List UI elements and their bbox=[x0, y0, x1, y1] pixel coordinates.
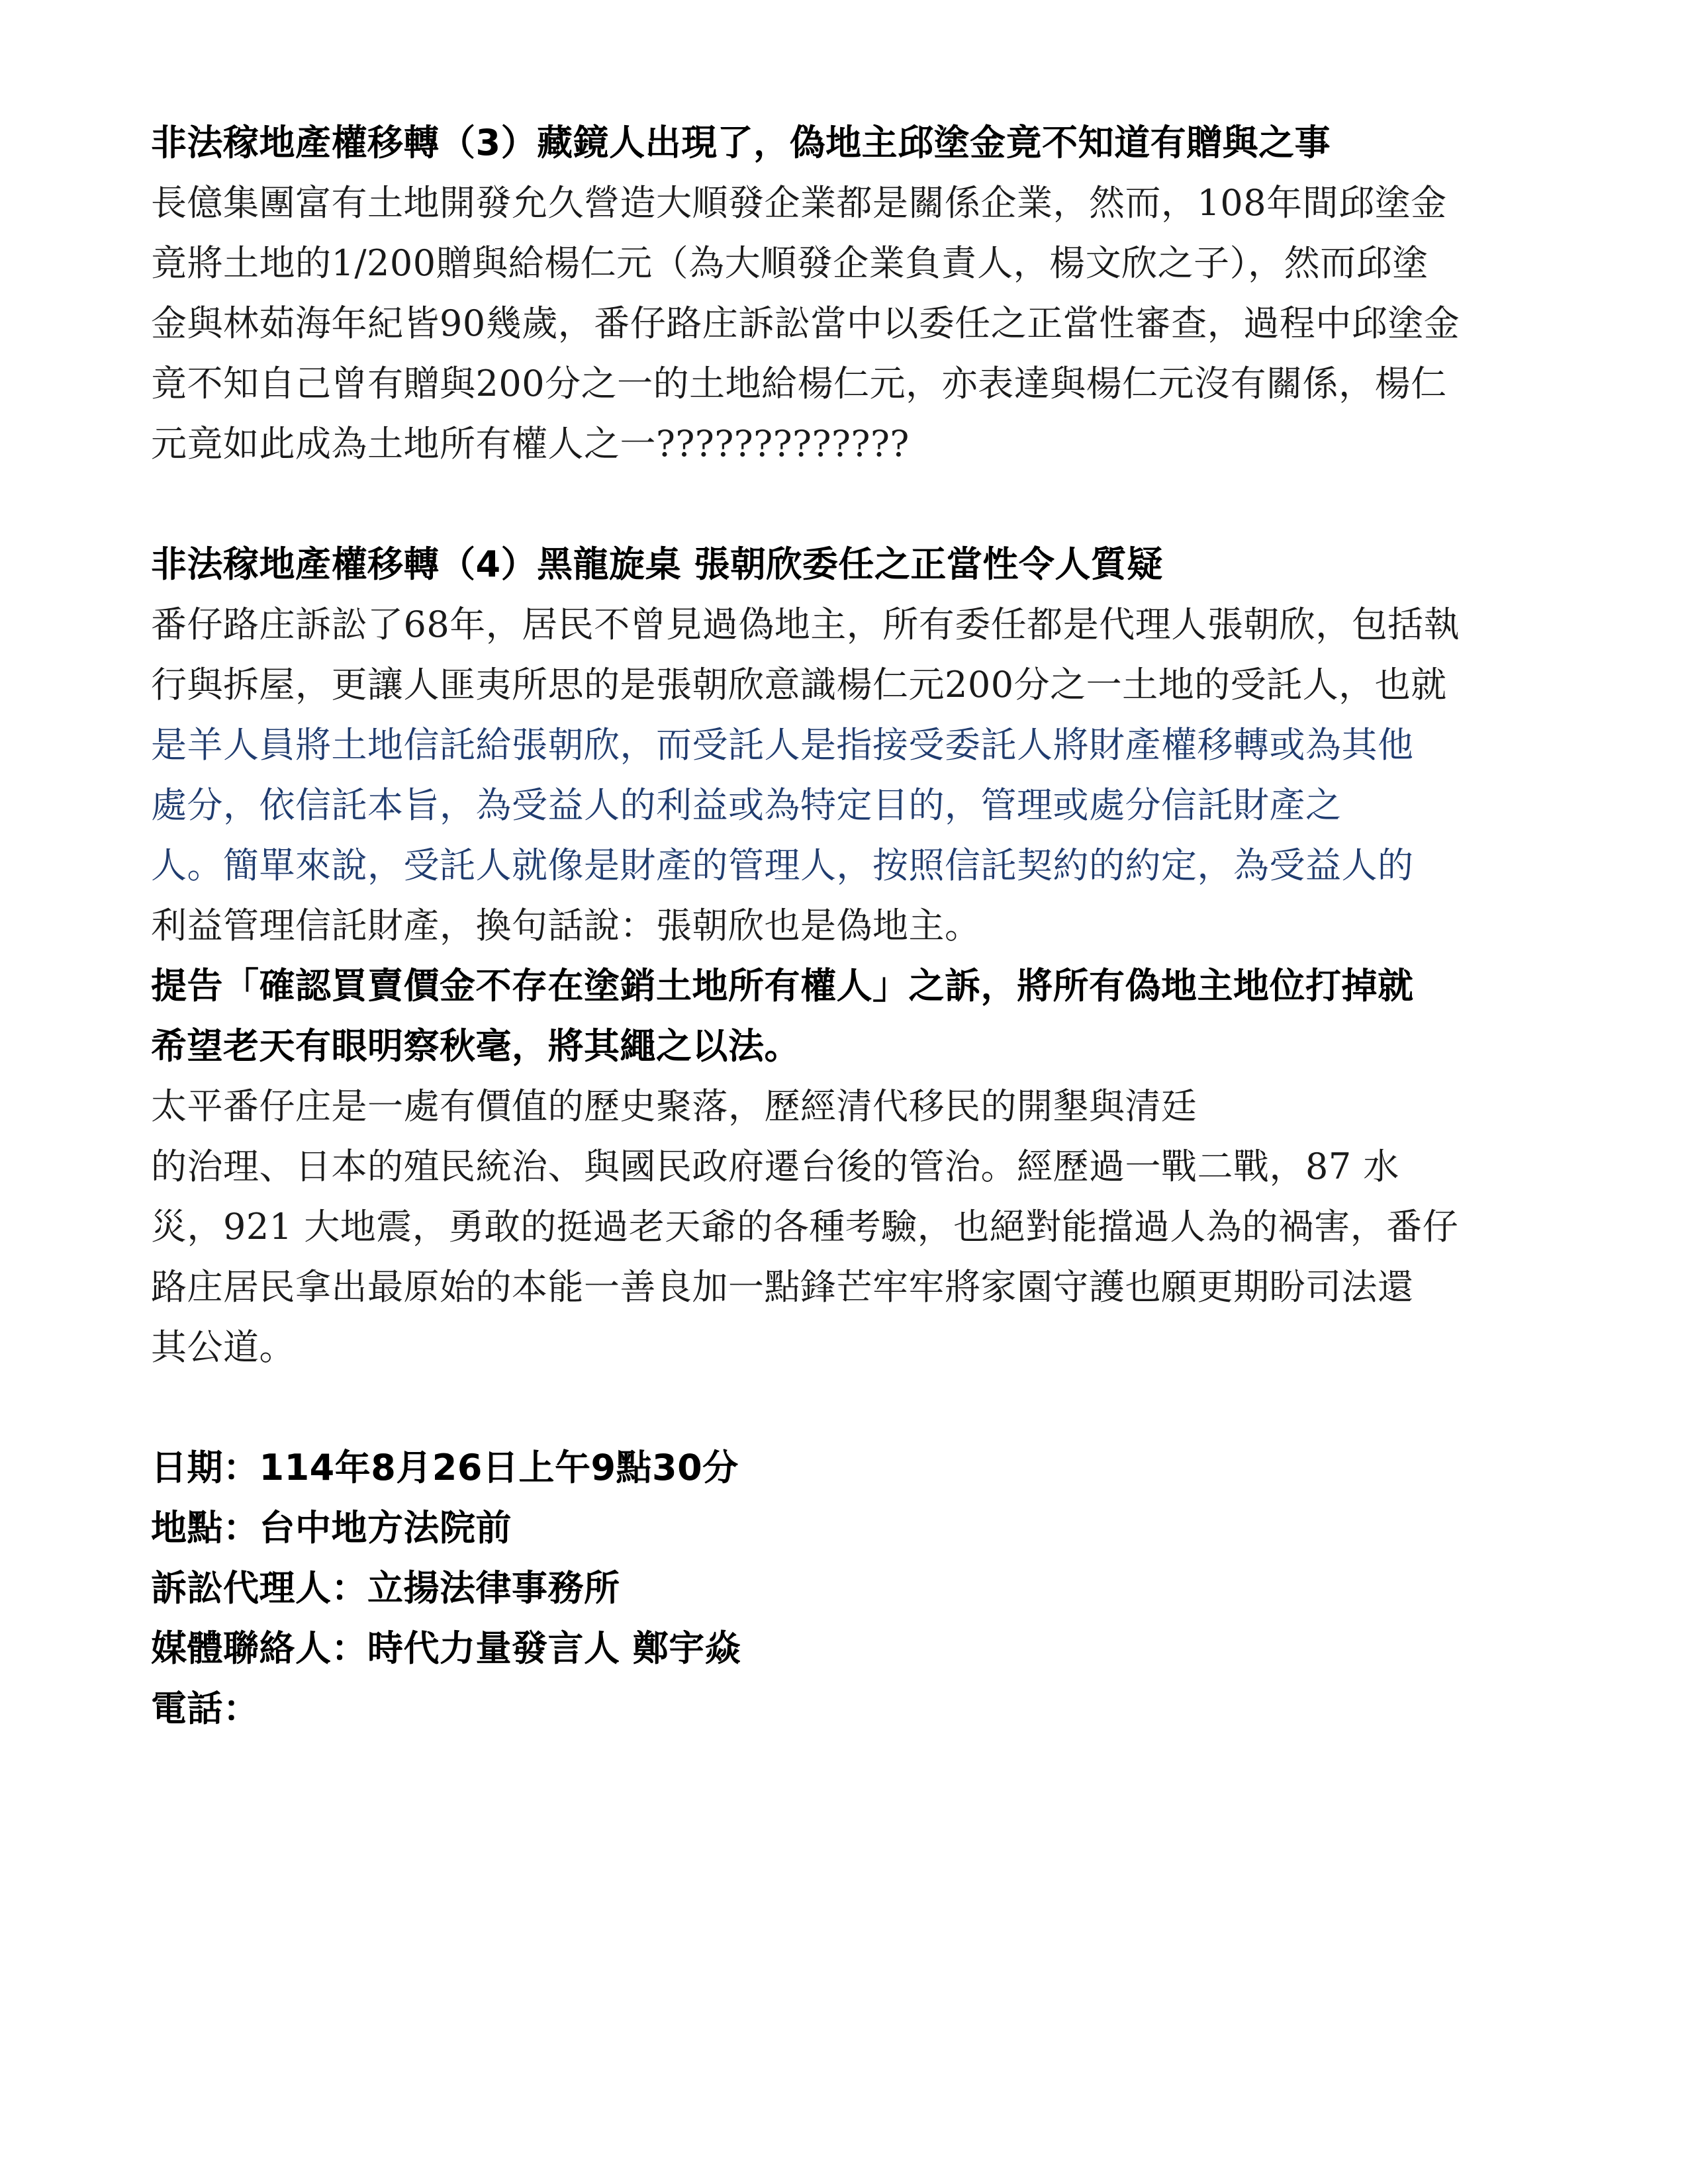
section4-line: 利益管理信託財產，換句話說：張朝欣也是偽地主。 bbox=[151, 905, 981, 946]
section4-line: 行與拆屋，更讓人匪夷所思的是張朝欣意識楊仁元200分之一土地的受託人，也就 bbox=[151, 664, 1447, 705]
closing-line: 路庄居民拿出最原始的本能一善良加一點鋒芒牢牢將家園守護也願更期盼司法還 bbox=[151, 1266, 1414, 1308]
closing-line: 其公道。 bbox=[151, 1326, 295, 1368]
closing-line: 災，921 大地震，勇敢的挺過老天爺的各種考驗，也絕對能擋過人為的禍害，番仔 bbox=[151, 1206, 1459, 1248]
phone-label: 電話： bbox=[151, 1688, 259, 1729]
section3-line: 長億集團富有土地開發允久營造大順發企業都是關係企業，然而，108年間邱塗金 bbox=[151, 182, 1447, 224]
event-location: 地點：台中地方法院前 bbox=[151, 1507, 512, 1549]
section3-heading: 非法稼地產權移轉（3）藏鏡人出現了，偽地主邱塗金竟不知道有贈與之事 bbox=[151, 122, 1331, 163]
paragraph-spacer bbox=[151, 474, 1541, 534]
section3-line: 元竟如此成為土地所有權人之一????????????? bbox=[151, 423, 910, 465]
closing-line: 的治理、日本的殖民統治、與國民政府遷台後的管治。經歷過一戰二戰，87 水 bbox=[151, 1146, 1399, 1187]
lawsuit-statement: 提告「確認買賣價金不存在塗銷土地所有權人」之訴，將所有偽地主地位打掉就 bbox=[151, 965, 1414, 1007]
closing-line: 太平番仔庄是一處有價值的歷史聚落，歷經清代移民的開墾與清廷 bbox=[151, 1085, 1197, 1127]
section4-line: 番仔路庄訴訟了68年，居民不曾見過偽地主，所有委任都是代理人張朝欣，包括執 bbox=[151, 604, 1460, 645]
section3-line: 金與林茹海年紀皆90幾歲，番仔路庄訴訟當中以委任之正當性審查，過程中邱塗金 bbox=[151, 302, 1460, 344]
section4-heading: 非法稼地產權移轉（4）黑龍旋桌 張朝欣委任之正當性令人質疑 bbox=[151, 543, 1163, 585]
lawsuit-statement: 希望老天有眼明察秋毫，將其繩之以法。 bbox=[151, 1025, 800, 1067]
paragraph-spacer bbox=[151, 1377, 1541, 1437]
event-date: 日期：114年8月26日上午9點30分 bbox=[151, 1447, 739, 1488]
section3-line: 竟不知自己曾有贈與200分之一的土地給楊仁元，亦表達與楊仁元沒有關係，楊仁 bbox=[151, 363, 1447, 404]
section4-line: 是羊人員將土地信託給張朝欣，而受託人是指接受委託人將財產權移轉或為其他 bbox=[151, 724, 1414, 766]
section4-line: 處分，依信託本旨，為受益人的利益或為特定目的，管理或處分信託財產之 bbox=[151, 784, 1342, 826]
media-contact: 媒體聯絡人：時代力量發言人 鄭宇焱 bbox=[151, 1627, 741, 1669]
litigation-agent: 訴訟代理人：立揚法律事務所 bbox=[151, 1567, 620, 1609]
section3-line: 竟將土地的1/200贈與給楊仁元（為大順發企業負責人，楊文欣之子），然而邱塗 bbox=[151, 242, 1429, 284]
document-page bbox=[151, 113, 1541, 1739]
section4-line: 人。簡單來說，受託人就像是財產的管理人，按照信託契約的約定，為受益人的 bbox=[151, 844, 1414, 886]
